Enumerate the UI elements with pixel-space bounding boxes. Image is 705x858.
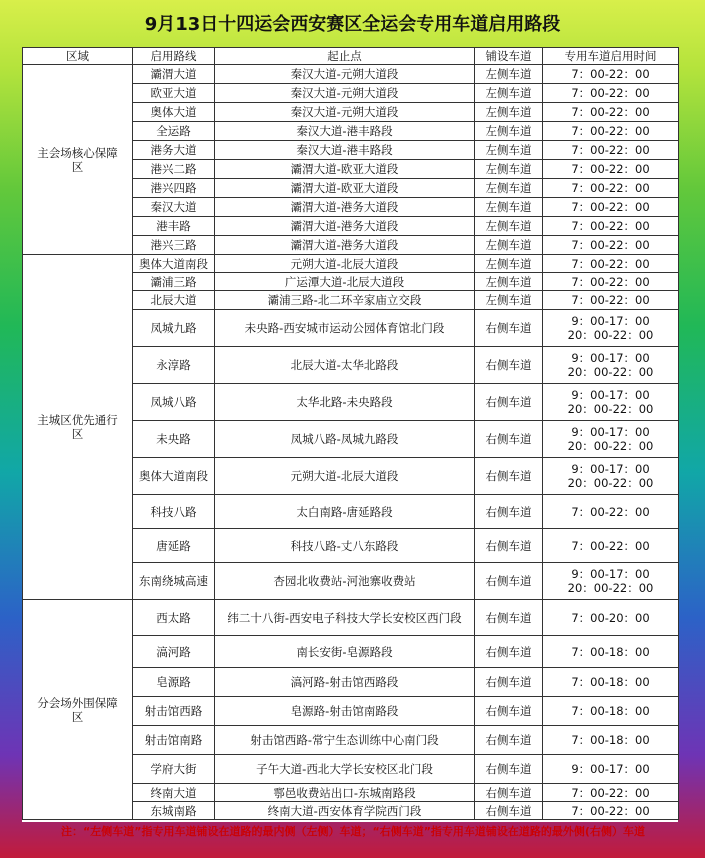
lane-cell: 右侧车道 (475, 347, 543, 384)
span-cell: 元朔大道-北辰大道段 (215, 458, 475, 495)
lane-cell: 左侧车道 (475, 236, 543, 255)
road-cell: 北辰大道 (133, 291, 215, 310)
road-cell: 港兴四路 (133, 179, 215, 198)
time-cell: 9：00-17：00 (543, 755, 679, 784)
lane-cell: 左侧车道 (475, 122, 543, 141)
time-cell (543, 563, 679, 600)
time-cell: 7：00-22：00 (543, 784, 679, 802)
lane-cell: 左侧车道 (475, 84, 543, 103)
table-row (23, 255, 679, 273)
table-header-row (23, 48, 679, 65)
road-cell: 凤城八路 (133, 384, 215, 421)
table-row (23, 600, 679, 636)
road-cell: 未央路 (133, 421, 215, 458)
lane-cell: 左侧车道 (475, 273, 543, 291)
time-cell: 7：00-22：00 (543, 255, 679, 273)
lane-cell: 左侧车道 (475, 103, 543, 122)
lane-cell: 左侧车道 (475, 141, 543, 160)
span-cell: 纬二十八街-西安电子科技大学长安校区西门段 (215, 600, 475, 636)
span-cell: 太华北路-未央路段 (215, 384, 475, 421)
time-slot: 20：00-22：00 (567, 439, 654, 453)
time-cell: 7：00-22：00 (543, 122, 679, 141)
lane-cell: 右侧车道 (475, 600, 543, 636)
time-slot: 9：00-17：00 (571, 314, 650, 328)
span-cell: 灞浦三路-北二环辛家庙立交段 (215, 291, 475, 310)
span-cell: 灞渭大道-欧亚大道段 (215, 179, 475, 198)
time-slot: 20：00-22：00 (567, 476, 654, 490)
road-cell: 灞渭大道 (133, 65, 215, 84)
time-slot: 9：00-17：00 (571, 351, 650, 365)
time-cell: 7：00-22：00 (543, 236, 679, 255)
route-table-sheet (22, 47, 678, 822)
zone-cell: 分会场外围保障区 (23, 600, 133, 820)
span-cell: 秦汉大道-港丰路段 (215, 141, 475, 160)
span-cell: 滈河路-射击馆西路段 (215, 668, 475, 697)
span-cell: 终南大道-西安体育学院西门段 (215, 802, 475, 820)
time-cell: 7：00-22：00 (543, 179, 679, 198)
span-cell: 秦汉大道-元朔大道段 (215, 103, 475, 122)
road-cell: 东城南路 (133, 802, 215, 820)
time-cell: 7：00-22：00 (543, 529, 679, 563)
span-cell: 灞渭大道-港务大道段 (215, 198, 475, 217)
road-cell: 港兴二路 (133, 160, 215, 179)
road-cell: 奥体大道南段 (133, 458, 215, 495)
road-cell: 港丰路 (133, 217, 215, 236)
time-cell: 7：00-22：00 (543, 495, 679, 529)
span-cell: 子午大道-西北大学长安校区北门段 (215, 755, 475, 784)
time-cell: 7：00-22：00 (543, 802, 679, 820)
lane-cell: 右侧车道 (475, 755, 543, 784)
time-slot: 20：00-22：00 (567, 365, 654, 379)
road-cell: 学府大街 (133, 755, 215, 784)
road-cell: 秦汉大道 (133, 198, 215, 217)
time-cell: 7：00-22：00 (543, 198, 679, 217)
header-zone: 区域 (23, 48, 133, 65)
span-cell: 南长安街-皂源路段 (215, 636, 475, 668)
road-cell: 全运路 (133, 122, 215, 141)
time-slot: 9：00-17：00 (571, 567, 650, 581)
lane-cell: 右侧车道 (475, 802, 543, 820)
lane-cell: 左侧车道 (475, 160, 543, 179)
road-cell: 奥体大道南段 (133, 255, 215, 273)
time-cell: 7：00-22：00 (543, 84, 679, 103)
lane-cell: 右侧车道 (475, 784, 543, 802)
lane-cell: 右侧车道 (475, 384, 543, 421)
time-cell: 7：00-22：00 (543, 273, 679, 291)
table-row (23, 65, 679, 84)
time-cell (543, 384, 679, 421)
time-cell (543, 421, 679, 458)
road-cell: 凤城九路 (133, 310, 215, 347)
time-cell: 7：00-22：00 (543, 291, 679, 310)
road-cell: 科技八路 (133, 495, 215, 529)
lane-cell: 右侧车道 (475, 458, 543, 495)
time-slot: 20：00-22：00 (567, 581, 654, 595)
span-cell: 元朔大道-北辰大道段 (215, 255, 475, 273)
time-cell: 7：00-18：00 (543, 697, 679, 726)
header-span: 起止点 (215, 48, 475, 65)
lane-cell: 左侧车道 (475, 198, 543, 217)
time-cell: 7：00-20：00 (543, 600, 679, 636)
road-cell: 永淳路 (133, 347, 215, 384)
span-cell: 广运潭大道-北辰大道段 (215, 273, 475, 291)
time-slot: 9：00-17：00 (571, 388, 650, 402)
span-cell: 凤城八路-凤城九路段 (215, 421, 475, 458)
road-cell: 滈河路 (133, 636, 215, 668)
zone-cell: 主会场核心保障区 (23, 65, 133, 255)
lane-cell: 右侧车道 (475, 421, 543, 458)
time-slot: 20：00-22：00 (567, 328, 654, 342)
time-cell (543, 347, 679, 384)
road-cell: 西太路 (133, 600, 215, 636)
time-cell (543, 310, 679, 347)
time-cell: 7：00-22：00 (543, 217, 679, 236)
span-cell: 鄠邑收费站出口-东城南路段 (215, 784, 475, 802)
road-cell: 奥体大道 (133, 103, 215, 122)
time-cell: 7：00-22：00 (543, 160, 679, 179)
lane-cell: 右侧车道 (475, 636, 543, 668)
span-cell: 秦汉大道-港丰路段 (215, 122, 475, 141)
span-cell: 灞渭大道-港务大道段 (215, 236, 475, 255)
time-cell (543, 458, 679, 495)
page-title: 9月13日十四运会西安赛区全运会专用车道启用路段 (144, 14, 561, 35)
lane-cell: 左侧车道 (475, 65, 543, 84)
lane-cell: 右侧车道 (475, 529, 543, 563)
span-cell: 杏园北收费站-河池寨收费站 (215, 563, 475, 600)
time-cell: 7：00-18：00 (543, 668, 679, 697)
time-cell: 7：00-22：00 (543, 65, 679, 84)
span-cell: 北辰大道-太华北路段 (215, 347, 475, 384)
zone-cell: 主城区优先通行区 (23, 255, 133, 600)
lane-cell: 左侧车道 (475, 179, 543, 198)
time-cell: 7：00-18：00 (543, 726, 679, 755)
road-cell: 终南大道 (133, 784, 215, 802)
road-cell: 欧亚大道 (133, 84, 215, 103)
span-cell: 科技八路-丈八东路段 (215, 529, 475, 563)
lane-cell: 右侧车道 (475, 697, 543, 726)
span-cell: 秦汉大道-元朔大道段 (215, 65, 475, 84)
header-road: 启用路线 (133, 48, 215, 65)
road-cell: 唐延路 (133, 529, 215, 563)
lane-cell: 右侧车道 (475, 726, 543, 755)
time-slot: 9：00-17：00 (571, 425, 650, 439)
road-cell: 射击馆西路 (133, 697, 215, 726)
lane-cell: 左侧车道 (475, 255, 543, 273)
lane-cell: 右侧车道 (475, 668, 543, 697)
road-cell: 东南绕城高速 (133, 563, 215, 600)
span-cell: 秦汉大道-元朔大道段 (215, 84, 475, 103)
span-cell: 未央路-西安城市运动公园体育馆北门段 (215, 310, 475, 347)
road-cell: 灞浦三路 (133, 273, 215, 291)
lane-cell: 右侧车道 (475, 495, 543, 529)
time-slot: 9：00-17：00 (571, 462, 650, 476)
time-cell: 7：00-22：00 (543, 103, 679, 122)
lane-cell: 左侧车道 (475, 291, 543, 310)
road-cell: 皂源路 (133, 668, 215, 697)
span-cell: 皂源路-射击馆南路段 (215, 697, 475, 726)
header-time: 专用车道启用时间 (543, 48, 679, 65)
time-cell: 7：00-18：00 (543, 636, 679, 668)
footnote: 注：“左侧车道”指专用车道铺设在道路的最内侧（左侧）车道；“右侧车道”指专用车道铺设在道路的最外侧(右侧）车道 (61, 825, 645, 838)
lane-cell: 左侧车道 (475, 217, 543, 236)
span-cell: 射击馆西路-常宁生态训练中心南门段 (215, 726, 475, 755)
lane-cell: 右侧车道 (475, 310, 543, 347)
header-lane: 铺设车道 (475, 48, 543, 65)
span-cell: 灞渭大道-港务大道段 (215, 217, 475, 236)
road-cell: 港兴三路 (133, 236, 215, 255)
route-table (22, 47, 679, 820)
time-cell: 7：00-22：00 (543, 141, 679, 160)
time-slot: 20：00-22：00 (567, 402, 654, 416)
road-cell: 射击馆南路 (133, 726, 215, 755)
road-cell: 港务大道 (133, 141, 215, 160)
span-cell: 灞渭大道-欧亚大道段 (215, 160, 475, 179)
span-cell: 太白南路-唐延路段 (215, 495, 475, 529)
lane-cell: 右侧车道 (475, 563, 543, 600)
